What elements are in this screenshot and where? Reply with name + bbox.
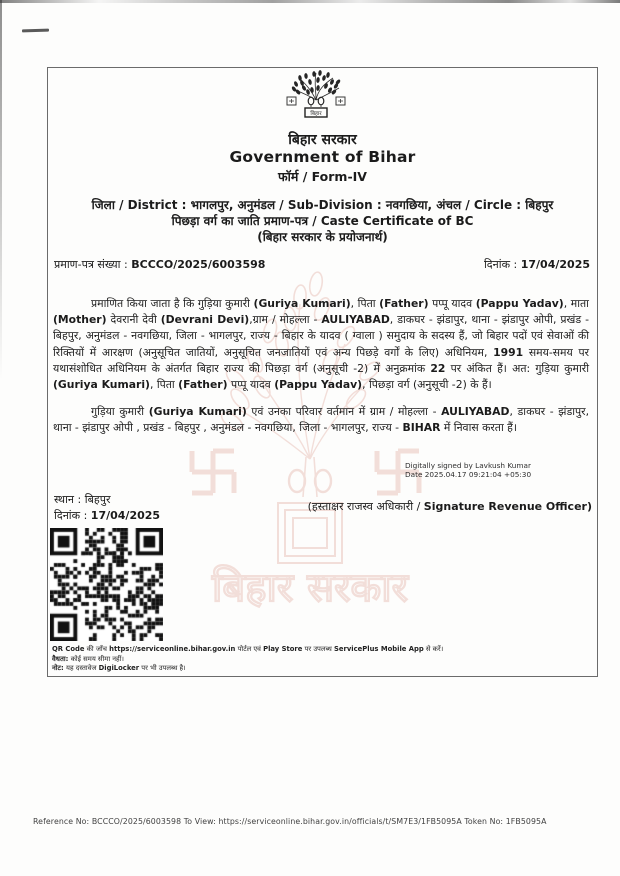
form-number-line: फॉर्म / Form-IV	[278, 169, 367, 184]
certificate-title: पिछड़ा वर्ग का जाति प्रमाण-पत्र / Caste Certificate of BC	[171, 214, 474, 228]
government-name-hindi: बिहार सरकार	[288, 132, 357, 148]
scan-edge-artifact-top	[0, 0, 620, 3]
certificate-meta-row	[54, 257, 590, 272]
signature-revenue-officer-line: (हस्ताक्षर राजस्व अधिकारी / Signature Revenue Officer)	[307, 500, 592, 513]
emblem-side-swastika-left-icon	[287, 97, 296, 105]
district-subdivision-circle-line: जिला / District : भागलपुर, अनुमंडल / Sub-Division : नवगछिया, अंचल / Circle : बिहपुर	[91, 198, 554, 212]
qr-verification-note: QR Code की जाँच https://serviceonline.bihar.gov.in पोर्टल एवं Play Store पर उपलब्ध ServicePlus Mobile App से करें।	[52, 645, 444, 653]
scan-edge-artifact-left	[0, 0, 2, 380]
certificate-body-paragraph: प्रमाणित किया जाता है कि गुड़िया कुमारी (Guriya Kumari), पिता (Father) पप्पू यादव (Pappu Yadav), माता (Mother) देवरानी देवी (Devrani Devi),ग्राम / मोहल्ला - AULIYABAD, डाकघर - झंडापुर, थाना - झंडापुर ओपी, प्रखंड - बिहपुर, अनुमंडल - नवगछिया, जिला - भागलपुर, राज्य - बिहार के यादव ( ग्वाला ) समुदाय के सदस्य हैं, जो बिहार पदों एवं सेवाओं की रिक्तियों में आरक्षण (अनुसूचित जातियों, अनुसूचित जनजातियों एवं अन्य पिछड़े वर्गों के लिए) अधिनियम, 1991 समय-समय पर यथासंशोधित अधिनियम के अंतर्गत बिहार राज्य की पिछड़ा वर्ग (अनुसूची -2) में अनुक्रमांक 22 पर अंकित हैं। अत: गुड़िया कुमारी (Guriya Kumari), पिता (Father) पप्पू यादव (Pappu Yadav), पिछड़ा वर्ग (अनुसूची -2) के हैं।	[53, 297, 590, 392]
watermark-text: बिहार सरकार	[212, 565, 408, 611]
digital-signature-line1: Digitally signed by Lavkush Kumar	[405, 461, 531, 470]
certificate-border-box	[47, 67, 598, 677]
emblem-side-swastika-right-icon	[336, 97, 345, 105]
issue-date-line: दिनांक : 17/04/2025	[54, 509, 161, 522]
bihar-government-emblem-icon	[284, 70, 348, 118]
digital-signature-line2: Date 2025.04.17 09:21:04 +05:30	[405, 470, 532, 479]
emblem-plaque-text: बिहार	[310, 111, 322, 118]
qr-notes-block	[52, 645, 472, 674]
qr-code	[50, 528, 163, 641]
scan-mark-artifact	[22, 29, 49, 32]
residence-paragraph: गुड़िया कुमारी (Guriya Kumari) एवं उनका परिवार वर्तमान में ग्राम / मोहल्ला - AULIYABAD, डाकघर - झंडापुर, थाना - झंडापुर ओपी , प्रखंड - बिहपुर , अनुमंडल - नवगछिया, जिला - भागलपुर, राज्य - BIHAR में निवास करता हैं।	[53, 405, 589, 435]
digilocker-note: नोट: यह दस्तावेज DigiLocker पर भी उपलब्ध है।	[52, 664, 186, 673]
purpose-line: (बिहार सरकार के प्रयोजनार्थ)	[257, 230, 388, 244]
certificate-number: प्रमाण-पत्र संख्या : BCCCO/2025/6003598	[54, 258, 266, 271]
validity-note: वैधता: कोई समय सीमा नहीं।	[52, 654, 124, 663]
place-line: स्थान : बिहपुर	[54, 493, 111, 506]
reference-footer-line: Reference No: BCCCO/2025/6003598 To View: https://serviceonline.bihar.gov.in/officials/t/SM7E3/1FB5095A Token No: 1FB5095A	[33, 817, 547, 826]
certificate-date: दिनांक : 17/04/2025	[483, 258, 590, 271]
digital-signature-block	[405, 461, 531, 479]
qr-code-container	[50, 528, 163, 641]
government-name-english: Government of Bihar	[229, 148, 416, 166]
